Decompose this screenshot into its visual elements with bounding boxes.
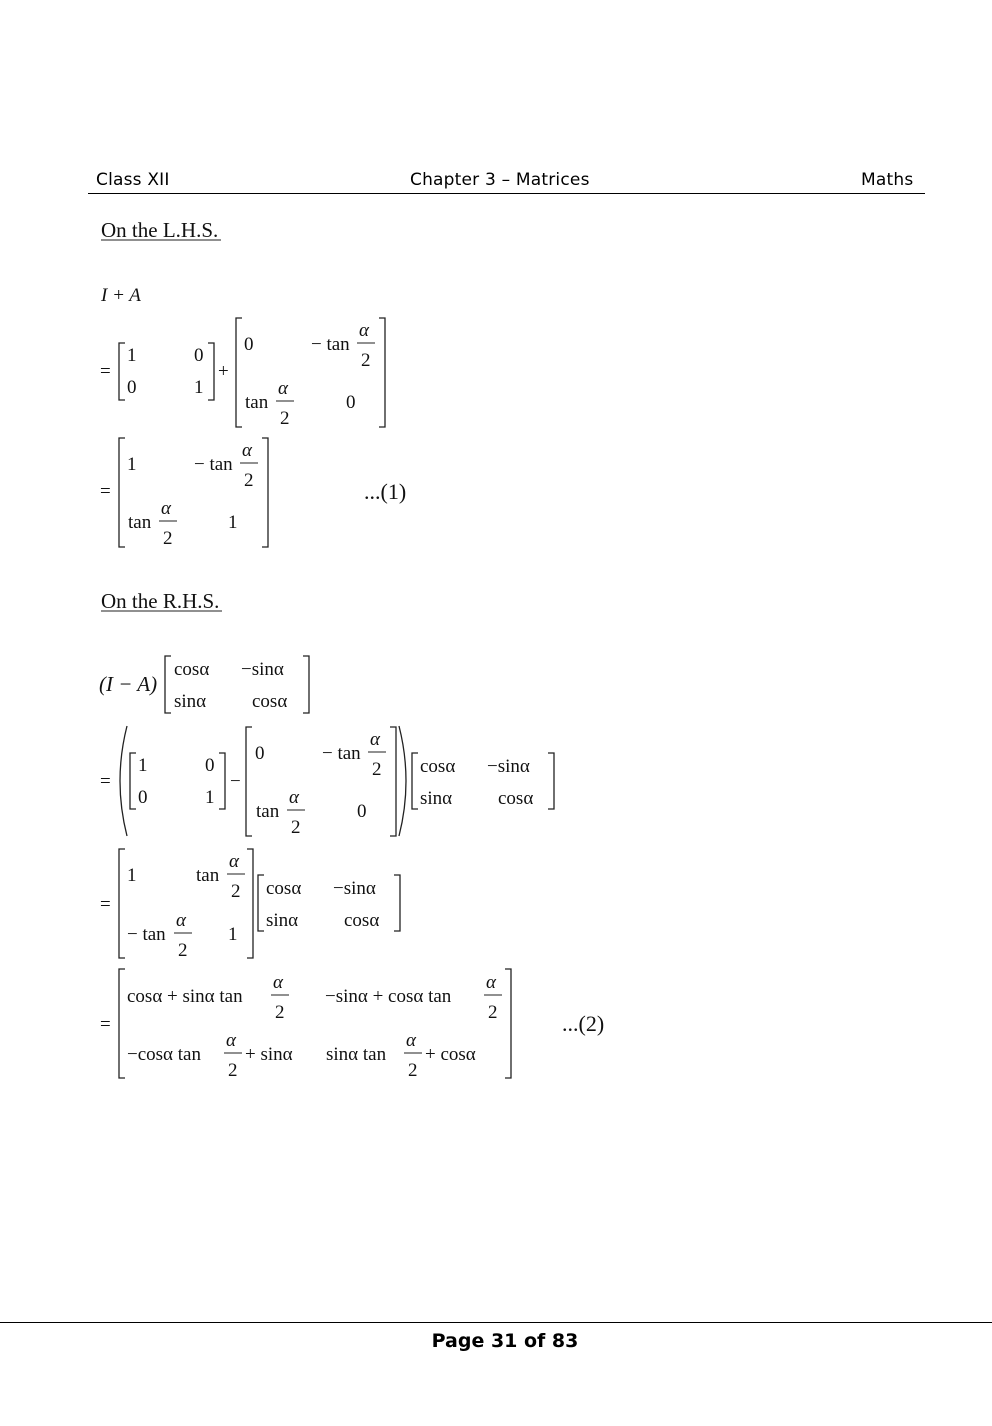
rhs-prod-frac-two: 2 xyxy=(488,1002,498,1023)
rhs-prod-cell: sinα tan xyxy=(326,1044,387,1065)
lhs-plus: + xyxy=(218,361,229,382)
rhs-rot3-right-bracket xyxy=(394,875,400,931)
lhs-A-frac-alpha: α xyxy=(359,320,369,341)
rhs-diff-frac-alpha: α xyxy=(176,910,186,931)
rhs-diff-cell: 1 xyxy=(127,865,137,886)
lhs-A-cell: 0 xyxy=(244,334,254,355)
lhs-A-frac-two: 2 xyxy=(361,350,371,371)
rhs-identity-cell: 0 xyxy=(205,755,215,776)
header-subject: Maths xyxy=(861,170,914,190)
rhs-prod-frac-alpha: α xyxy=(406,1030,416,1051)
rhs-rot-right-bracket xyxy=(303,656,309,713)
rhs-prod-cell: −cosα tan xyxy=(127,1044,201,1065)
lhs-heading: On the L.H.S. xyxy=(101,218,219,242)
rhs-prod-frac-alpha: α xyxy=(226,1030,236,1051)
lhs-A-left-bracket xyxy=(236,318,242,427)
rhs-prod-cell: −sinα + cosα tan xyxy=(325,986,452,1007)
rhs-prod-frac-alpha: α xyxy=(273,972,283,993)
rhs-identity-cell: 1 xyxy=(138,755,148,776)
lhs-sum-frac-two: 2 xyxy=(163,528,173,549)
rhs-rot3-cell: cosα xyxy=(344,910,380,931)
rhs-identity-cell: 0 xyxy=(138,787,148,808)
rhs-equals-1: = xyxy=(100,771,111,792)
rhs-expression: (I − A) xyxy=(99,672,158,696)
rhs-rot2-left-bracket xyxy=(412,753,418,809)
lhs-identity-cell: 1 xyxy=(194,377,204,398)
header-chapter: Chapter 3 – Matrices xyxy=(410,170,590,190)
lhs-sum-cell: 1 xyxy=(228,512,238,533)
rhs-diff-frac-alpha: α xyxy=(229,851,239,872)
rhs-prod-frac-alpha: α xyxy=(486,972,496,993)
rhs-heading: On the R.H.S. xyxy=(101,589,220,613)
rhs-prod-left-bracket xyxy=(119,969,125,1078)
equation-label-1: ...(1) xyxy=(364,479,407,504)
rhs-rot-left-bracket xyxy=(165,656,171,713)
rhs-identity-right-bracket xyxy=(219,753,225,809)
lhs-sum-cell: − tan xyxy=(194,454,233,475)
rhs-A-cell: − tan xyxy=(322,743,361,764)
lhs-equals-2: = xyxy=(100,481,111,502)
lhs-sum-frac-alpha: α xyxy=(161,498,171,519)
rhs-A-frac-alpha: α xyxy=(370,729,380,750)
rhs-prod-frac-two: 2 xyxy=(228,1060,238,1081)
rhs-A-frac-alpha: α xyxy=(289,787,299,808)
rhs-diff-cell: tan xyxy=(196,865,220,886)
rhs-A-cell: tan xyxy=(256,801,280,822)
lhs-sum-frac-alpha: α xyxy=(242,440,252,461)
lhs-identity-left-bracket xyxy=(119,343,125,400)
lhs-sum-cell: 1 xyxy=(127,454,137,475)
rhs-identity-left-bracket xyxy=(130,753,136,809)
rhs-rot-cell: −sinα xyxy=(241,659,284,680)
lhs-identity-cell: 0 xyxy=(194,345,204,366)
lhs-A-right-bracket xyxy=(379,318,385,427)
rhs-prod-frac-two: 2 xyxy=(275,1002,285,1023)
rhs-rot3-cell: cosα xyxy=(266,878,302,899)
lhs-identity-cell: 0 xyxy=(127,377,137,398)
lhs-sum-cell: tan xyxy=(128,512,152,533)
lhs-expression: I + A xyxy=(101,285,141,306)
rhs-prod-frac-two: 2 xyxy=(408,1060,418,1081)
rhs-A-left-bracket xyxy=(246,727,252,836)
rhs-diff-cell: − tan xyxy=(127,924,166,945)
lhs-equals-1: = xyxy=(100,361,111,382)
lhs-sum-frac-two: 2 xyxy=(244,470,254,491)
rhs-diff-right-bracket xyxy=(247,849,253,958)
rhs-diff-frac-two: 2 xyxy=(178,940,188,961)
lhs-identity-right-bracket xyxy=(208,343,214,400)
equation-label-2: ...(2) xyxy=(562,1011,605,1036)
rhs-rot3-cell: −sinα xyxy=(333,878,376,899)
rhs-diff-left-bracket xyxy=(119,849,125,958)
rhs-prod-right-bracket xyxy=(505,969,511,1078)
rhs-rot2-cell: −sinα xyxy=(487,756,530,777)
lhs-A-cell: tan xyxy=(245,392,269,413)
rhs-diff-frac-two: 2 xyxy=(231,881,241,902)
rhs-rot2-cell: cosα xyxy=(498,788,534,809)
lhs-sum-right-bracket xyxy=(262,438,268,547)
lhs-A-frac-alpha: α xyxy=(278,378,288,399)
rhs-A-right-bracket xyxy=(390,727,396,836)
rhs-diff-cell: 1 xyxy=(228,924,238,945)
rhs-rot-cell: sinα xyxy=(174,691,207,712)
rhs-prod-cell: cosα + sinα tan xyxy=(127,986,243,1007)
lhs-sum-left-bracket xyxy=(119,438,125,547)
rhs-rot-cell: cosα xyxy=(252,691,288,712)
rhs-equals-2: = xyxy=(100,894,111,915)
lhs-identity-cell: 1 xyxy=(127,345,137,366)
lhs-A-cell: − tan xyxy=(311,334,350,355)
rhs-left-paren xyxy=(120,726,127,836)
rhs-rot2-cell: sinα xyxy=(420,788,453,809)
rhs-identity-cell: 1 xyxy=(205,787,215,808)
lhs-A-cell: 0 xyxy=(346,392,356,413)
rhs-equals-3: = xyxy=(100,1014,111,1035)
rhs-rot2-cell: cosα xyxy=(420,756,456,777)
footer-rule xyxy=(0,1322,992,1323)
rhs-right-paren xyxy=(399,726,406,836)
lhs-A-frac-two: 2 xyxy=(280,408,290,429)
header-class: Class XII xyxy=(96,170,170,190)
rhs-rot2-right-bracket xyxy=(548,753,554,809)
rhs-A-frac-two: 2 xyxy=(291,817,301,838)
rhs-A-cell: 0 xyxy=(255,743,265,764)
rhs-prod-cell-tail: + cosα xyxy=(425,1044,476,1065)
rhs-A-cell: 0 xyxy=(357,801,367,822)
rhs-minus: − xyxy=(230,771,241,792)
rhs-rot3-left-bracket xyxy=(258,875,264,931)
page-number: Page 31 of 83 xyxy=(431,1330,579,1352)
rhs-rot3-cell: sinα xyxy=(266,910,299,931)
rhs-rot-cell: cosα xyxy=(174,659,210,680)
rhs-A-frac-two: 2 xyxy=(372,759,382,780)
rhs-prod-cell-tail: + sinα xyxy=(245,1044,293,1065)
